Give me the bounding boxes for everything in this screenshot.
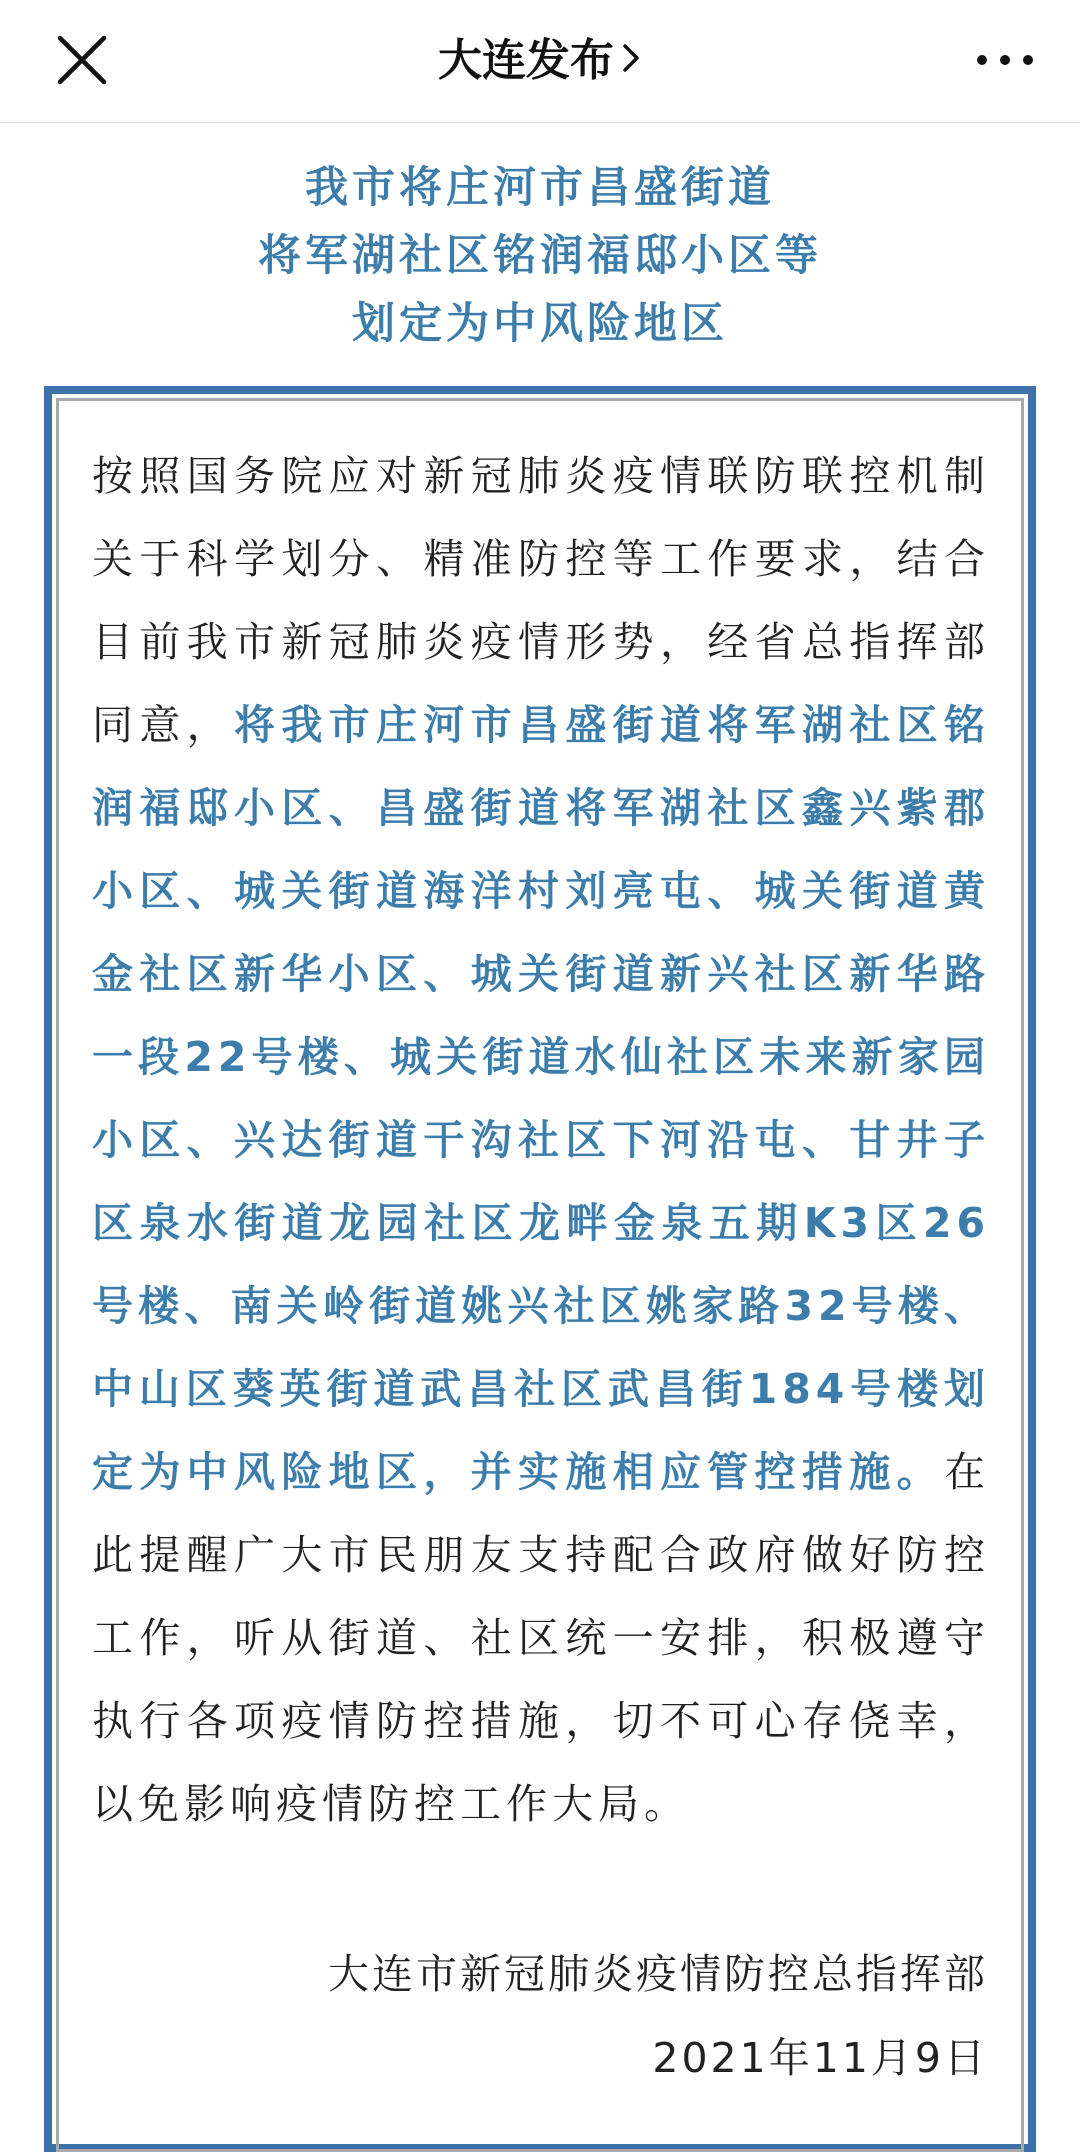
headline-line-2: 将军湖社区铭润福邸小区等: [258, 231, 822, 281]
notice-signature-block: [328, 1932, 988, 2100]
more-dots-icon: [970, 40, 1040, 80]
headline-line-1: 我市将庄河市昌盛街道: [305, 163, 775, 213]
body-outro: 在此提醒广大市民朋友支持配合政府做好防控工作，听从街道、社区统一安排，积极遵守执行各项疫情防控措施，切不可心存侥幸，以免影响疫情防控工作大局。: [92, 1448, 990, 1828]
more-options-button[interactable]: [970, 40, 1040, 80]
account-name: 大连发布: [438, 35, 614, 86]
headline-line-3: 划定为中风险地区: [352, 299, 728, 349]
top-navigation-bar: [0, 0, 1080, 123]
signature: 大连市新冠肺炎疫情防控总指挥部: [328, 1950, 988, 1998]
notice-body: [92, 435, 990, 1846]
body-highlight: 将我市庄河市昌盛街道将军湖社区铭润福邸小区、昌盛街道将军湖社区鑫兴紫郡小区、城关街道海洋村刘亮屯、城关街道黄金社区新华小区、城关街道新兴社区新华路一段22号楼、城关街道水仙社区未来新家园小区、兴达街道干沟社区下河沿屯、甘井子区泉水街道龙园社区龙畔金泉五期K3区26号楼、南关岭街道姚兴社区姚家路32号楼、中山区葵英街道武昌社区武昌街184号楼划定为中风险地区，并实施相应管控措施。: [92, 701, 990, 1496]
account-name-link[interactable]: [438, 28, 642, 94]
article-headline: [0, 154, 1080, 358]
body-intro: 按照国务院应对新冠肺炎疫情联防联控机制关于科学划分、精准防控等工作要求，结合目前我市新冠肺炎疫情形势，经省总指挥部同意，: [92, 452, 990, 749]
notice-date: 2021年11月9日: [652, 2034, 988, 2082]
chevron-right-icon: [620, 27, 642, 93]
